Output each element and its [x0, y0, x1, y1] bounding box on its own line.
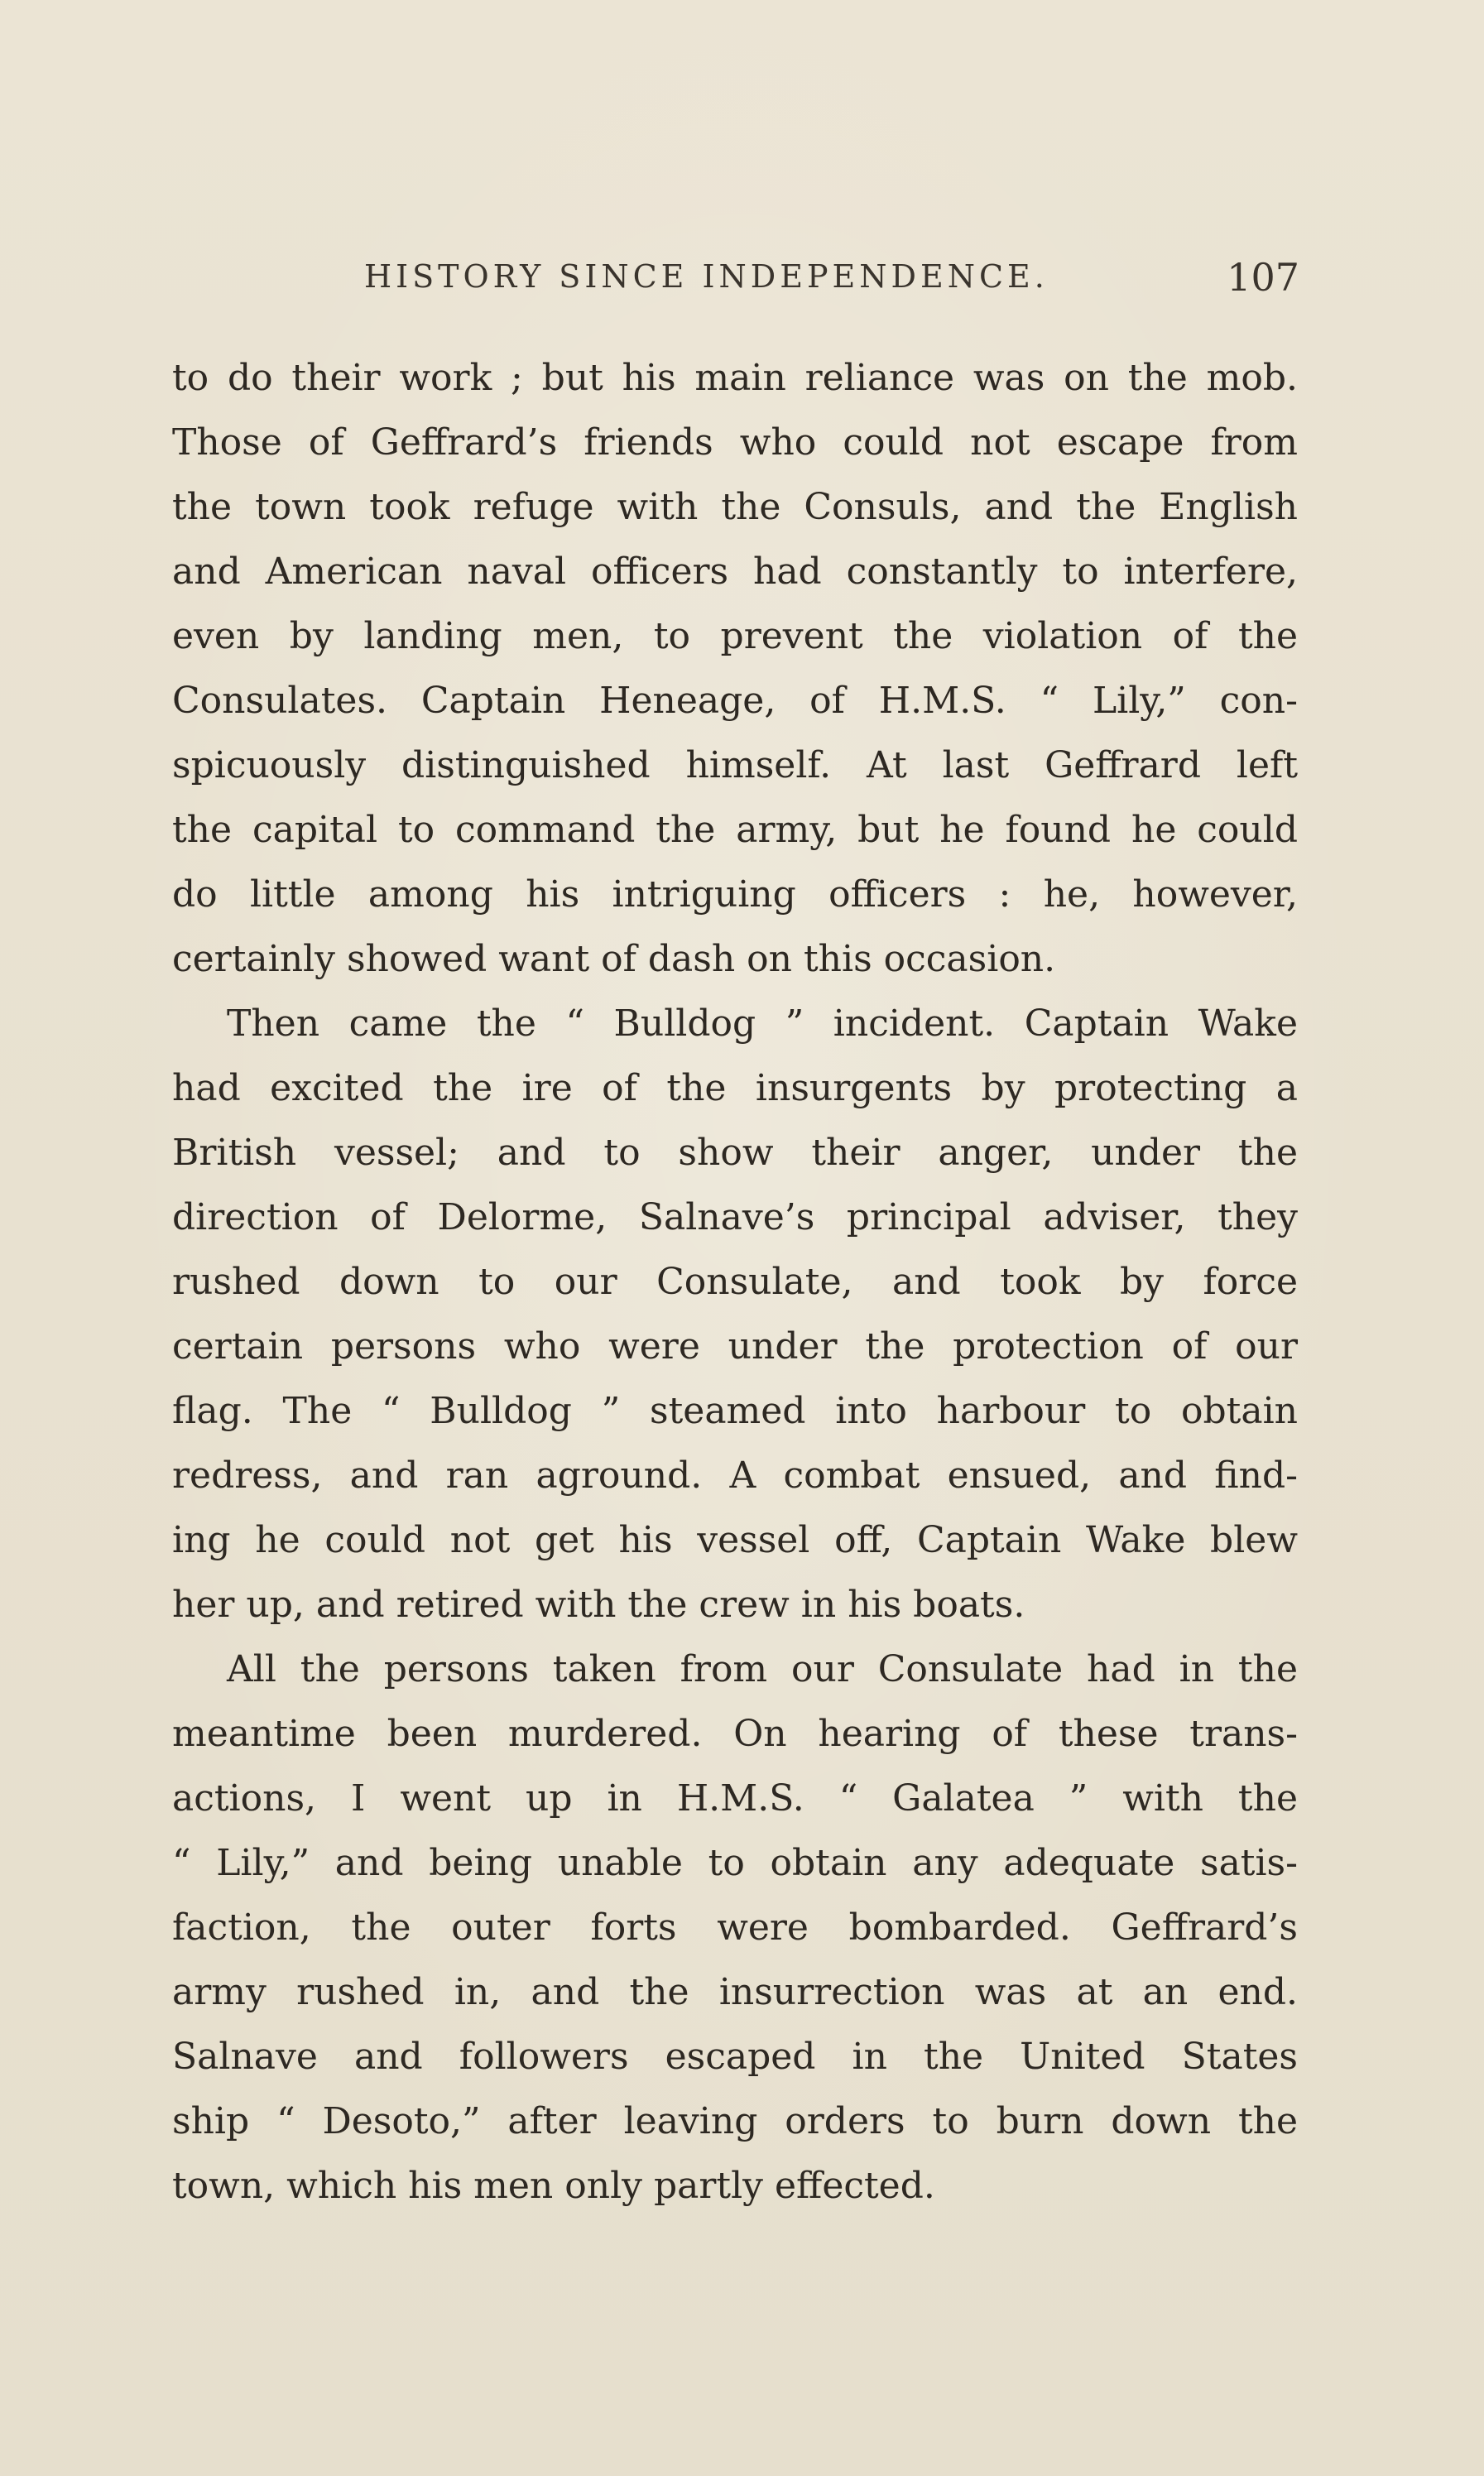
- text-line: even by landing men, to prevent the violation of the: [172, 615, 1298, 657]
- text-line: “ Lily,” and being unable to obtain any adequate satis-: [172, 1842, 1298, 1884]
- text-line: redress, and ran aground. A combat ensued, and find-: [172, 1454, 1298, 1497]
- text-line: direction of Delorme, Salnave’s principal adviser, they: [172, 1196, 1298, 1238]
- text-line: All the persons taken from our Consulate had in the: [227, 1648, 1298, 1690]
- text-line: the town took refuge with the Consuls, and the English: [172, 486, 1298, 528]
- text-line: had excited the ire of the insurgents by protecting a: [172, 1067, 1298, 1109]
- running-head: [364, 255, 1299, 308]
- text-line: flag. The “ Bulldog ” steamed into harbour to obtain: [172, 1390, 1298, 1432]
- text-line: meantime been murdered. On hearing of these trans-: [172, 1713, 1298, 1755]
- body-text: [172, 346, 1298, 2219]
- text-line: do little among his intriguing officers : he, however,: [172, 873, 1298, 916]
- page-number: 107: [1227, 255, 1299, 300]
- text-line: spicuously distinguished himself. At last Geffrard left: [172, 744, 1298, 786]
- text-line: army rushed in, and the insurrection was at an end.: [172, 1971, 1298, 2013]
- text-line: Consulates. Captain Heneage, of H.M.S. “ Lily,” con-: [172, 680, 1298, 722]
- text-line: to do their work ; but his main reliance was on the mob.: [172, 357, 1298, 399]
- text-line: Then came the “ Bulldog ” incident. Captain Wake: [227, 1002, 1298, 1045]
- text-line: the capital to command the army, but he found he could: [172, 809, 1298, 851]
- text-line: British vessel; and to show their anger, under the: [172, 1132, 1298, 1174]
- text-line: Those of Geffrard’s friends who could not escape from: [172, 421, 1298, 464]
- text-line: certainly showed want of dash on this occasion.: [172, 938, 1056, 980]
- text-line: certain persons who were under the protection of our: [172, 1325, 1298, 1368]
- text-line: rushed down to our Consulate, and took by force: [172, 1261, 1298, 1303]
- text-line: faction, the outer forts were bombarded. Geffrard’s: [172, 1906, 1298, 1949]
- text-line: and American naval officers had constantly to interfere,: [172, 550, 1298, 593]
- text-line: her up, and retired with the crew in his boats.: [172, 1584, 1025, 1626]
- running-title: HISTORY SINCE INDEPENDENCE.: [364, 258, 1049, 295]
- text-line: ship “ Desoto,” after leaving orders to burn down the: [172, 2100, 1298, 2142]
- text-line: town, which his men only partly effected.: [172, 2165, 935, 2207]
- text-line: actions, I went up in H.M.S. “ Galatea ” with the: [172, 1777, 1298, 1820]
- text-line: ing he could not get his vessel off, Captain Wake blew: [172, 1519, 1298, 1561]
- text-line: Salnave and followers escaped in the United States: [172, 2036, 1298, 2078]
